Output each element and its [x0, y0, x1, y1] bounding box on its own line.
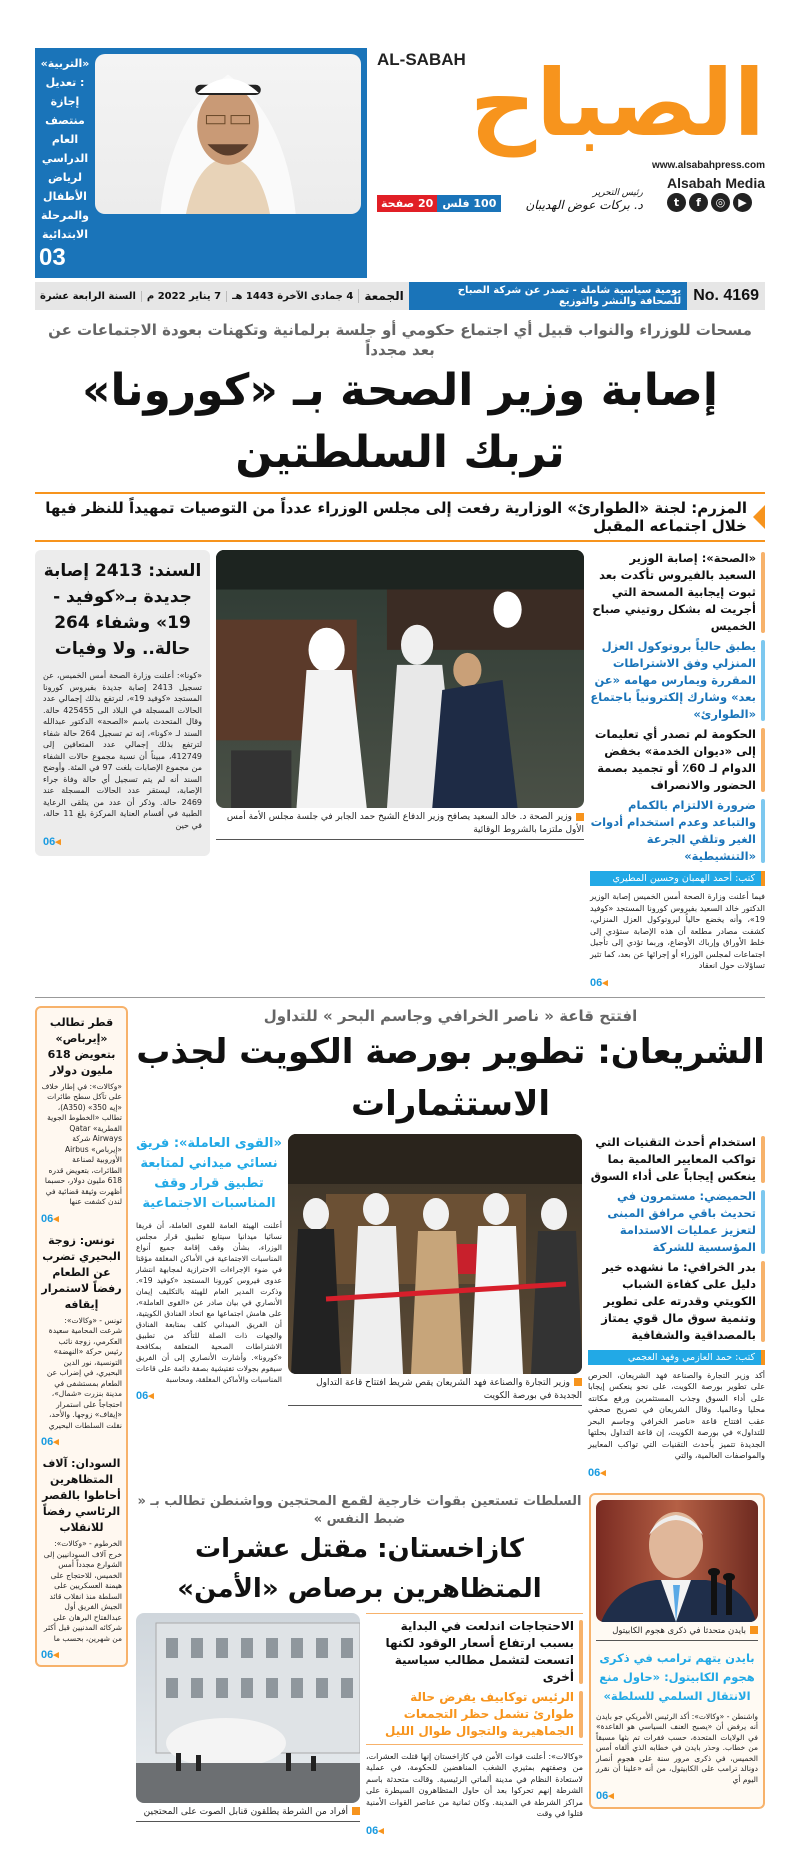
page-ref[interactable]: 06 ◂ [41, 1648, 122, 1661]
youtube-icon[interactable]: ▶ [733, 193, 752, 212]
kazakhstan-photo-caption: أفراد من الشرطة يطلقون قنابل الصوت على المحتجين [136, 1806, 360, 1822]
bourse-headline[interactable]: الشريعان: تطوير بورصة الكويت لجذب الاستثمارات [136, 1031, 765, 1124]
front-page [35, 48, 765, 1837]
bourse-photo-block [288, 1134, 582, 1406]
editor-title: رئيس التحرير [592, 188, 643, 198]
sidebar-headline[interactable]: تونس: زوجة البحيري تضرب عن الطعام رفضاً لاستمرار إيقافه [41, 1233, 122, 1311]
logo-english: AL-SABAH [377, 50, 466, 69]
promo-line: إجازة منتصف العام [45, 95, 85, 146]
biden-body: واشنطن - «وكالات»: أكد الرئيس الأمريكي جو بايدن أنه يرفض أن «يصبح العنف السياسي هو القاعدة» في الولايات المتحدة، حسب فقرات تم بثها مسبقاً من خطاب. وحذر بايدن في خطابه الذي ألقاه أمس الخميس، في ذكرى مرور سنة على هجوم أنصار دونالد ترامب على الكابيتول، من أنه «علينا أن نقرر اليوم أي [596, 1711, 758, 1784]
bullet-point: الرئيس توكاييف يفرض حالة طوارئ تشمل حظر التجمعات الجماهيرية والتجوال طوال الليل [366, 1689, 583, 1740]
bullet-point: الاحتجاجات اندلعت في البداية بسبب ارتفاع أسعار الوقود لكنها اتسعت لتشمل مطالب سياسية أخرى [366, 1618, 583, 1686]
page-ref[interactable]: 06 ◂ [136, 1389, 282, 1402]
masthead [35, 48, 765, 278]
page-ref[interactable]: 06 ◂ [588, 1466, 765, 1479]
media-brand: Alsabah Media [666, 175, 765, 191]
page-ref[interactable]: 06 ◂ [366, 1824, 583, 1837]
bullet-point: «الصحة»: إصابة الوزير السعيد بالفيروس تأكدت بعد ثبوت إيجابية المسحة التي أجريت له بشكل روتيني صباح الخميس [590, 550, 765, 635]
sidebar-body: الخرطوم - «وكالات»: خرج آلاف السودانيين إلى الشوارع مجدداً أمس الخميس، للاحتجاج على هيمنة العسكريين على السلطة منذ انقلاب قائد الجيش الفريق أول عبدالفتاح البرهان على شركائه المدنيين قبل أكثر من شهرين، بحسب ما [43, 1539, 122, 1643]
price-badge: 100 فلس [437, 195, 501, 212]
lead-headline[interactable]: إصابة وزير الصحة بـ «كورونا» تربك السلطتين [82, 365, 718, 478]
lower-section [35, 1006, 765, 1837]
page-ref[interactable]: 06 ◂ [43, 835, 202, 848]
lead-body: فيما أعلنت وزارة الصحة أمس الخميس إصابة الوزير الدكتور خالد السعيد بفيروس كورونا المستجد «كوفيد 19»، وأنه يخضع حالياً لبروتوكول العزل المنزلي، كشفت مصادر مطلعة أن هذه الإصابة ستؤدي إلى خلط الأوراق وإرباك الأوضاع، وربما تؤدي إلى تأجيل اجتماعات لمجلس الوزراء أو إجرائها عن بعد، كما تثير تساؤلات حول انعقاد [590, 892, 765, 970]
editor-signature: د. بركات عوض الهديبان [525, 198, 643, 212]
page-ref[interactable]: 06 ◂ [41, 1212, 122, 1225]
bullet-point: الحكومة لم تصدر أي تعليمات إلى «ديوان الخدمة» بخفض الدوام لـ 60٪ أو تجميد بصمة الحضور والانصراف [590, 726, 765, 794]
gregorian-date: 7 يناير 2022 م [141, 291, 226, 302]
kazakhstan-bullets [366, 1613, 583, 1837]
promo-box[interactable] [35, 48, 367, 278]
website-link[interactable]: www.alsabahpress.com [651, 160, 765, 171]
lead-photo-caption: وزير الصحة د. خالد السعيد يصافح وزير الدفاع الشيخ حمد الجابر في جلسة مجلس الأمة أمس الأول ملتزما بالشروط الوقائية [216, 811, 584, 840]
bullet-point: يطبق حالياً بروتوكول العزل المنزلي وفق الاشتراطات المقررة ويمارس مهامه «عن بعد» وشارك إلكترونياً باجتماع «الطوارئ» [590, 638, 765, 723]
kazakhstan-headline[interactable]: كازاخستان: مقتل عشرات المتظاهرين برصاص «الأمن» [177, 1533, 542, 1604]
kazakhstan-photo [136, 1613, 360, 1803]
promo-line: «التربية»: تعديل [40, 57, 90, 89]
biden-box [589, 1493, 765, 1810]
news-sidebar [35, 1006, 128, 1668]
manpower-headline[interactable]: «القوى العاملة»: فريق نسائي ميداني لمتابعة تطبيق قرار وقف المناسبات الاجتماعية [136, 1135, 282, 1211]
bullet-point: استخدام أحدث التقنيات التي تواكب المعايير العالمية بما ينعكس إيجاباً على أداء السوق [588, 1134, 765, 1185]
covid-headline: السند: 2413 إصابة جديدة بـ«كوفيد - 19» وشفاء 264 حالة.. ولا وفيات [43, 561, 202, 659]
bourse-photo [288, 1134, 582, 1374]
bullet-point: الحميضي: مستمرون في تحديث باقي مرافق المبنى لتعزيز عمليات الاستدامة المؤسسية للشركة [588, 1188, 765, 1256]
hijri-date: 4 جمادى الآخرة 1443 هـ [226, 291, 358, 302]
bourse-bullets [588, 1134, 765, 1479]
kazakhstan-kicker: السلطات تستعين بقوات خارجية لقمع المحتجين وواشنطن تطالب بـ « ضبط النفس » [137, 1493, 582, 1527]
day: الجمعة [358, 289, 408, 303]
triangle-marker-icon [753, 505, 765, 529]
issue-number: No. 4169 [693, 287, 759, 304]
subheadline-text: المزرم: لجنة «الطوارئ» الوزارية رفعت إلى مجلس الوزراء عدداً من التوصيات تمهيداً للنظر فيها خلال اجتماعه المقبل [45, 499, 747, 535]
sidebar-headline[interactable]: السودان: آلاف المتظاهرين أحاطوا بالقصر الرئاسي رفضاً للانقلاب [42, 1457, 121, 1534]
sidebar-headline[interactable]: قطر تطالب «إيرباص» بتعويض 618 مليون دولار [47, 1015, 116, 1077]
lead-photo [216, 550, 584, 808]
bullet-point: ضرورة الالتزام بالكمام والتباعد وعدم استخدام أدوات الغير وتلقي الجرعة «التنشيطية» [590, 797, 765, 865]
kazakhstan-body: «وكالات»: أعلنت قوات الأمن في كازاخستان إنها قتلت العشرات، من وصفتهم بمثيري الشغب المناهضين للحكومة، في عملية لاستعادة النظام في مدينة ألماتي الرئيسية. وقالت متحدثة باسم الشرطة إنهم تحركوا بعد أن حاول المتظاهرون السيطرة على مراكز الشرطة في المدينة. وكان ثمانية من عناصر القوات الأمنية قتلوا في وقت [366, 1751, 583, 1818]
lead-subheadline [35, 492, 765, 542]
kazakhstan-row [136, 1613, 583, 1837]
divider [35, 997, 765, 998]
bourse-photo-caption: وزير التجارة والصناعة فهد الشريعان يقص شريط افتتاح قاعة التداول الجديدة في بورصة الكويت [288, 1377, 582, 1406]
lead-row [35, 550, 765, 989]
bourse-row [136, 1134, 765, 1479]
publication-year: السنة الرابعة عشرة [40, 290, 136, 302]
biden-photo-caption: بايدن متحدثا في ذكرى هجوم الكابيتول [596, 1625, 758, 1641]
lead-byline: كتب: أحمد الهمبان وحسين المطيري [590, 871, 765, 886]
page-ref[interactable]: 06 ◂ [590, 976, 765, 989]
facebook-icon[interactable]: f [689, 193, 708, 212]
promo-line: الدراسي لرياض [41, 152, 89, 184]
sidebar-body: «وكالات»: في إطار خلاف على تآكل سطح طائرات «إيه 350» (A350)، تطالب «الخطوط الجوية القطرية» Qatar Airways شركة «إيرباص» Airbus الأوروبية لصناعة الطائرات، بتعويض قدره 618 مليون دولار، حسبما أظهرت وثيقة قضائية في لندن كشفت عنها [41, 1081, 122, 1206]
biden-photo [596, 1500, 758, 1622]
twitter-icon[interactable]: t [667, 193, 686, 212]
bourse-body: أكد وزير التجارة والصناعة فهد الشريعان، الحرص على تطوير بورصة الكويت، على نحو ينعكس إيجابا على أداء السوق وجذب المستثمرين ورفع مكانته محليا وعالميا. وقال الشريعان في تصريح صحفي عقب افتتاح قاعة «ناصر الخرافي وجاسم البحر للتداول» في بورصة الكويت، إن قاعة التداول بحلتها الجديدة تتميز بأحدث التقنيات التي تواكب المعايير والمواصفات العالمية، والتي [588, 1370, 765, 1460]
kazakhstan-photo-block [136, 1613, 360, 1822]
biden-headline[interactable]: بايدن يتهم ترامب في ذكرى هجوم الكابيتول: «حاول منع الانتقال السلمي للسلطة» [599, 1650, 755, 1703]
tagline: يومية سياسية شاملة - تصدر عن شركة الصباح للصحافة والنشر والتوزيع [409, 282, 687, 310]
promo-line: الأطفال والمرحلة [40, 190, 90, 222]
social-links [667, 193, 752, 212]
bullet-point: بدر الخرافي: ما نشهده خير دليل على كفاءة الشباب الكويتي وقدرته على تطوير وتنمية سوق مال قوي يمتاز بالمصداقية والشفافية [588, 1259, 765, 1344]
page-ref[interactable]: 06 ◂ [596, 1789, 758, 1802]
covid-body: «كونا»: أعلنت وزارة الصحة أمس الخميس، عن تسجيل 2413 إصابة جديدة بفيروس كورونا المستجد «كوفيد 19»، لترتفع بذلك إجمالي عدد الحالات المسجلة في البلاد الى 425455 حالة. وقال المتحدث باسم «الصحة» الدكتور عبدالله السند لـ «كونا»، إنه تم تسجيل 264 حالة شفاء لترتفع بذلك إجمالي عدد المتعافين إلى 412749، مبيناً أن نسبة مجموع حالات الشفاء من مجموع الإصابات بلغت 97 في المئة. وأوضح السند أنه لم يتم تسجيل أي حالة وفاة جراء الإصابة، ليستقر عدد الحالات المسجلة عند 2469 حالة. وذكر أن عدد من يتلقى الرعاية الطبية في أقسام العناية المركزة بلغ 11 حالة، في حين [43, 671, 203, 830]
lead-photo-block [216, 550, 584, 840]
page-ref[interactable]: 06 ◂ [41, 1435, 122, 1448]
manpower-article [136, 1134, 282, 1402]
promo-photo [95, 54, 361, 214]
covid-stats-box[interactable] [35, 550, 210, 856]
divider [366, 1744, 583, 1745]
main-lower [136, 1006, 765, 1837]
promo-page-number: 03 [39, 244, 66, 271]
masthead-brand [377, 48, 765, 278]
kazakhstan-article [136, 1493, 583, 1837]
bourse-kicker: افتتح قاعة « ناصر الخرافي وجاسم البحر » للتداول [263, 1006, 638, 1025]
pages-badge: 20 صفحة [377, 195, 437, 212]
promo-headline[interactable] [39, 54, 91, 244]
manpower-body: أعلنت الهيئة العامة للقوى العاملة، أن فريقا نسائيا ميدانيا سيتابع تطبيق قرار مجلس الوزراء، بشأن وقف إقامة جميع أنواع المناسبات الاجتماعية في الأماكن المغلقة مؤقتا في ضوء الإجراءات الاحترازية لمجابهة انتشار عدوى فيروس كورونا المستجد «كوفيد 19». وذكرت المدير العام للهيئة بالتكليف إيمان الأنصاري في بيان صادر عن «القوى العاملة»، على هامش اجتماعها مع اتحاد الفنادق الكويتية، أن الفريق الميداني كلف بمتابعة الفنادق والجهات ذات الصلة للتأكد من تطبيق الاشتراطات الصحية المتعلقة بمكافحة «كورونا». وأشارت الأنصاري إلى أن الفريق سيقوم بجولات تفتيشية بصفة دائمة على قاعات المناسبات والأماكن المغلقة، ومحاسبة [136, 1220, 282, 1384]
lead-kicker: مسحات للوزراء والنواب قبيل أي اجتماع حكومي أو جلسة برلمانية وتكهنات بعودة الاجتماعات عن بعد مجدداً [48, 321, 752, 359]
date-bar [35, 282, 765, 310]
bourse-byline: كتب: حمد العازمي وفهد العجمي [588, 1350, 765, 1365]
logo-arabic: الصباح [469, 50, 765, 157]
world-row [136, 1493, 765, 1837]
sidebar-body: تونس - «وكالات»: شرعت المحامية سعيدة العكرمي، زوجة نائب رئيس حركة «النهضة» التونسية، نور الدين البحيري، في إضراب عن الطعام بمستشفى في مدينة بنزرت «شمال»، احتجاجاً على استمرار «إيقاف» زوجها. والأحد، نقلت السلطات البحيري [46, 1315, 122, 1430]
instagram-icon[interactable]: ◎ [711, 193, 730, 212]
promo-line: الابتدائية [42, 228, 88, 241]
lead-bullets [590, 550, 765, 989]
